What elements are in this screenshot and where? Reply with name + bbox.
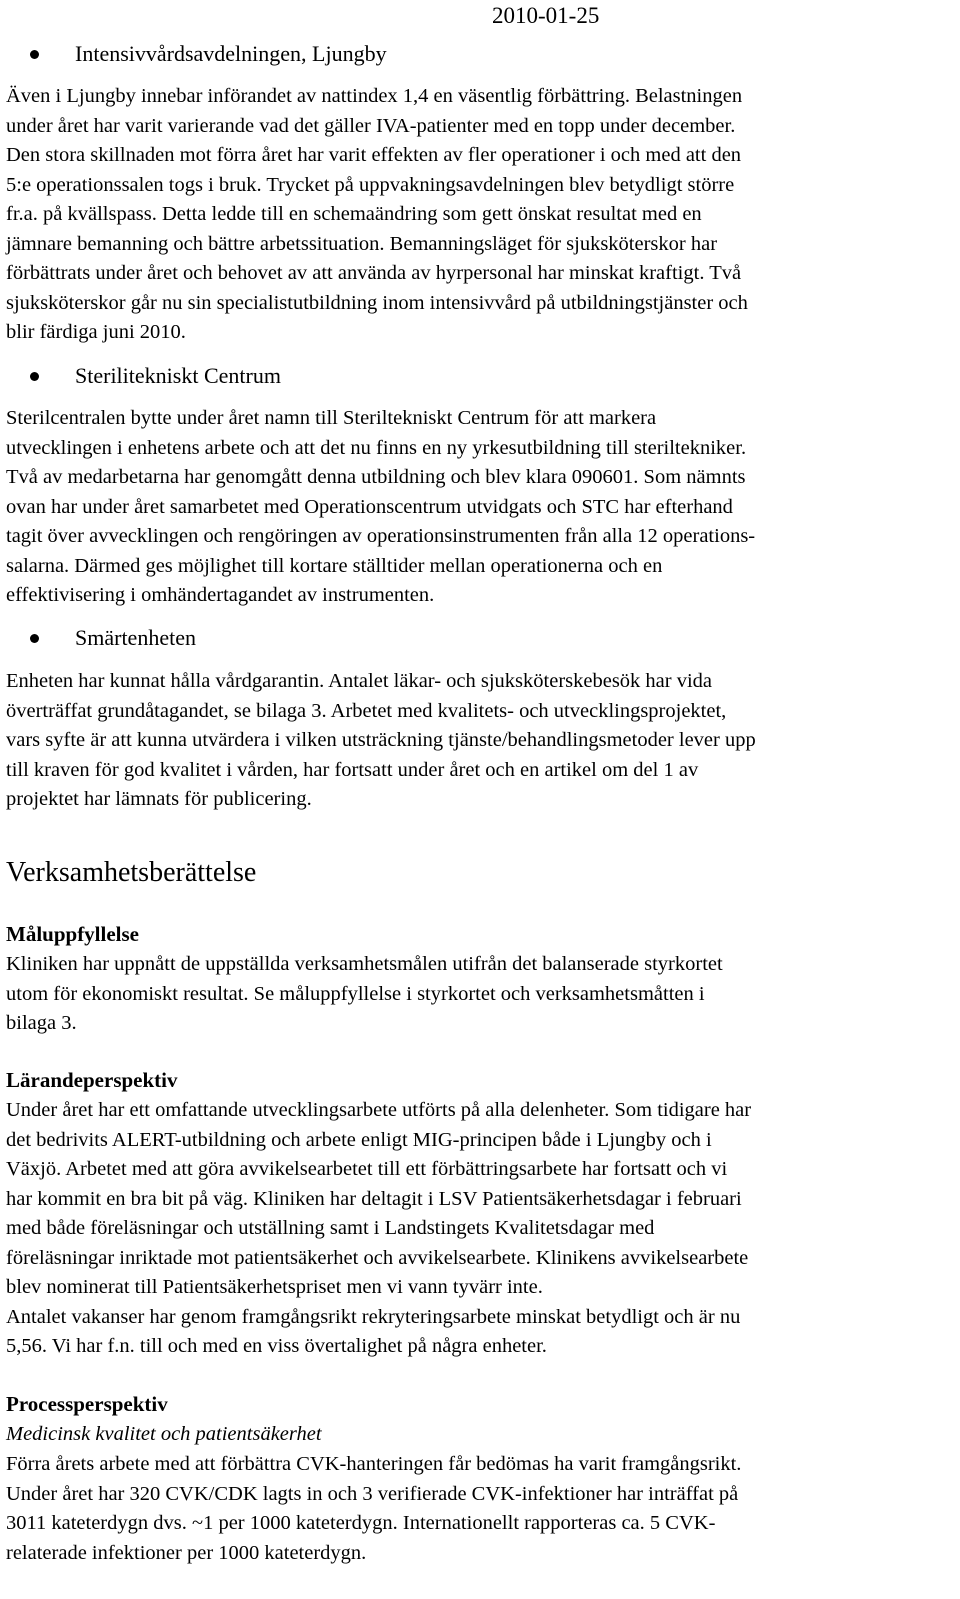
bullet-heading-text: Sterilitekniskt Centrum — [75, 363, 281, 388]
subheading-process: Medicinsk kvalitet och patientsäkerhet — [6, 1423, 322, 1445]
bullet-dot-icon — [30, 372, 39, 381]
paragraph-larande — [6, 1096, 956, 1362]
paragraph-process — [6, 1450, 956, 1568]
bullet-dot-icon — [30, 50, 39, 59]
text-line: utvecklingen i enhetens arbete och att det nu finns en ny yrkesutbildning till steriltekniker. — [6, 436, 747, 459]
text-line: Sterilcentralen bytte under året namn till Steriltekniskt Centrum för att markera — [6, 407, 657, 429]
text-line: utom för ekonomiskt resultat. Se måluppfyllelse i styrkortet och verksamhetsmåtten i — [6, 982, 705, 1005]
text-line: Antalet vakanser har genom framgångsrikt rekryteringsarbete minskat betydligt och är nu — [6, 1305, 741, 1328]
text-line: projektet har lämnats för publicering. — [6, 788, 312, 810]
bullet-dot-icon — [30, 634, 39, 643]
text-line: 5,56. Vi har f.n. till och med en viss övertalighet på några enheter. — [6, 1335, 547, 1357]
text-line: överträffat grundåtagandet, se bilaga 3. Arbetet med kvalitets- och utvecklingsprojektet, — [6, 699, 727, 722]
heading-maluppfyllelse: Måluppfyllelse — [6, 922, 140, 946]
bullet-heading-stc — [30, 362, 281, 390]
text-line: Enheten har kunnat hålla vårdgarantin. Antalet läkar- och sjuksköterskebesök har vida — [6, 670, 713, 692]
text-line: fr.a. på kvällspass. Detta ledde till en schemaändring som gett önskat resultat med en — [6, 203, 702, 225]
bullet-heading-iva — [30, 40, 387, 68]
text-line: det bedrivits ALERT-utbildning och arbete enligt MIG-principen både i Ljungby och i — [6, 1128, 712, 1151]
text-line: 3011 kateterdygn dvs. ~1 per 1000 kateterdygn. Internationellt rapporteras ca. 5 CVK- — [6, 1512, 716, 1534]
paragraph-stc — [6, 404, 956, 611]
text-line: under året har varit varierande vad det gäller IVA-patienter med en topp under december. — [6, 114, 736, 137]
text-line: relaterade infektioner per 1000 kateterdygn. — [6, 1541, 367, 1564]
text-line: har kommit en bra bit på väg. Kliniken har deltagit i LSV Patientsäkerhetsdagar i februari — [6, 1187, 742, 1210]
text-line: jämnare bemanning och bättre arbetssituation. Bemanningsläget för sjuksköterskor har — [6, 232, 718, 255]
text-line: vars syfte är att kunna utvärdera i vilken utsträckning tjänste/behandlingsmetoder lever upp — [6, 729, 756, 751]
heading-process: Processperspektiv — [6, 1392, 168, 1416]
text-line: blir färdiga juni 2010. — [6, 321, 186, 343]
text-line: Två av medarbetarna har genomgått denna utbildning och blev klara 090601. Som nämnts — [6, 466, 746, 488]
text-line: Den stora skillnaden mot förra året har varit effekten av fler operationer i och med att den — [6, 144, 742, 166]
text-line: effektivisering i omhändertagandet av instrumenten. — [6, 584, 435, 606]
text-line: till kraven för god kvalitet i vården, har fortsatt under året och en artikel om del 1 av — [6, 758, 699, 781]
text-line: tagit över avvecklingen och rengöringen av operationsinstrumenten från alla 12 operations- — [6, 525, 756, 547]
text-line: Under året har ett omfattande utvecklingsarbete utförts på alla delenheter. Som tidigare har — [6, 1099, 752, 1121]
paragraph-iva — [6, 82, 956, 348]
text-line: Förra årets arbete med att förbättra CVK-hanteringen får bedömas ha varit framgångsrikt. — [6, 1453, 742, 1475]
text-line: bilaga 3. — [6, 1012, 77, 1034]
bullet-heading-text: Intensivvårdsavdelningen, Ljungby — [75, 41, 387, 66]
paragraph-maluppfyllelse — [6, 950, 956, 1039]
text-line: med både föreläsningar och utställning samt i Landstingets Kvalitetsdagar med — [6, 1217, 655, 1239]
text-line: Kliniken har uppnått de uppställda verksamhetsmålen utifrån det balanserade styrkortet — [6, 953, 723, 975]
document-date: 2010-01-25 — [492, 3, 600, 28]
text-line: Även i Ljungby innebar införandet av nattindex 1,4 en väsentlig förbättring. Belastningen — [6, 85, 743, 107]
text-line: Under året har 320 CVK/CDK lagts in och 3 verifierade CVK-infektioner har inträffat på — [6, 1482, 739, 1505]
text-line: ovan har under året samarbetet med Operationscentrum utvidgats och STC har efterhand — [6, 495, 733, 518]
text-line: Växjö. Arbetet med att göra avvikelsearbetet till ett förbättringsarbete har fortsatt och vi — [6, 1158, 728, 1180]
section-title-verksamhet: Verksamhetsberättelse — [6, 857, 257, 888]
heading-larande: Lärandeperspektiv — [6, 1068, 178, 1092]
text-line: salarna. Därmed ges möjlighet till kortare ställtider mellan operationerna och en — [6, 554, 663, 577]
bullet-heading-text: Smärtenheten — [75, 625, 196, 650]
text-line: förbättrats under året och behovet av att använda av hyrpersonal har minskat kraftigt. Två — [6, 262, 742, 284]
text-line: 5:e operationssalen togs i bruk. Trycket på uppvakningsavdelningen blev betydligt större — [6, 173, 735, 196]
text-line: föreläsningar inriktade mot patientsäkerhet och avvikelsearbete. Klinikens avvikelsearbete — [6, 1246, 749, 1269]
bullet-heading-smarta — [30, 624, 196, 652]
text-line: sjuksköterskor går nu sin specialistutbildning inom intensivvård på utbildningstjänster och — [6, 291, 748, 314]
text-line: blev nominerat till Patientsäkerhetspriset men vi vann tyvärr inte. — [6, 1276, 543, 1298]
paragraph-smarta — [6, 667, 956, 815]
